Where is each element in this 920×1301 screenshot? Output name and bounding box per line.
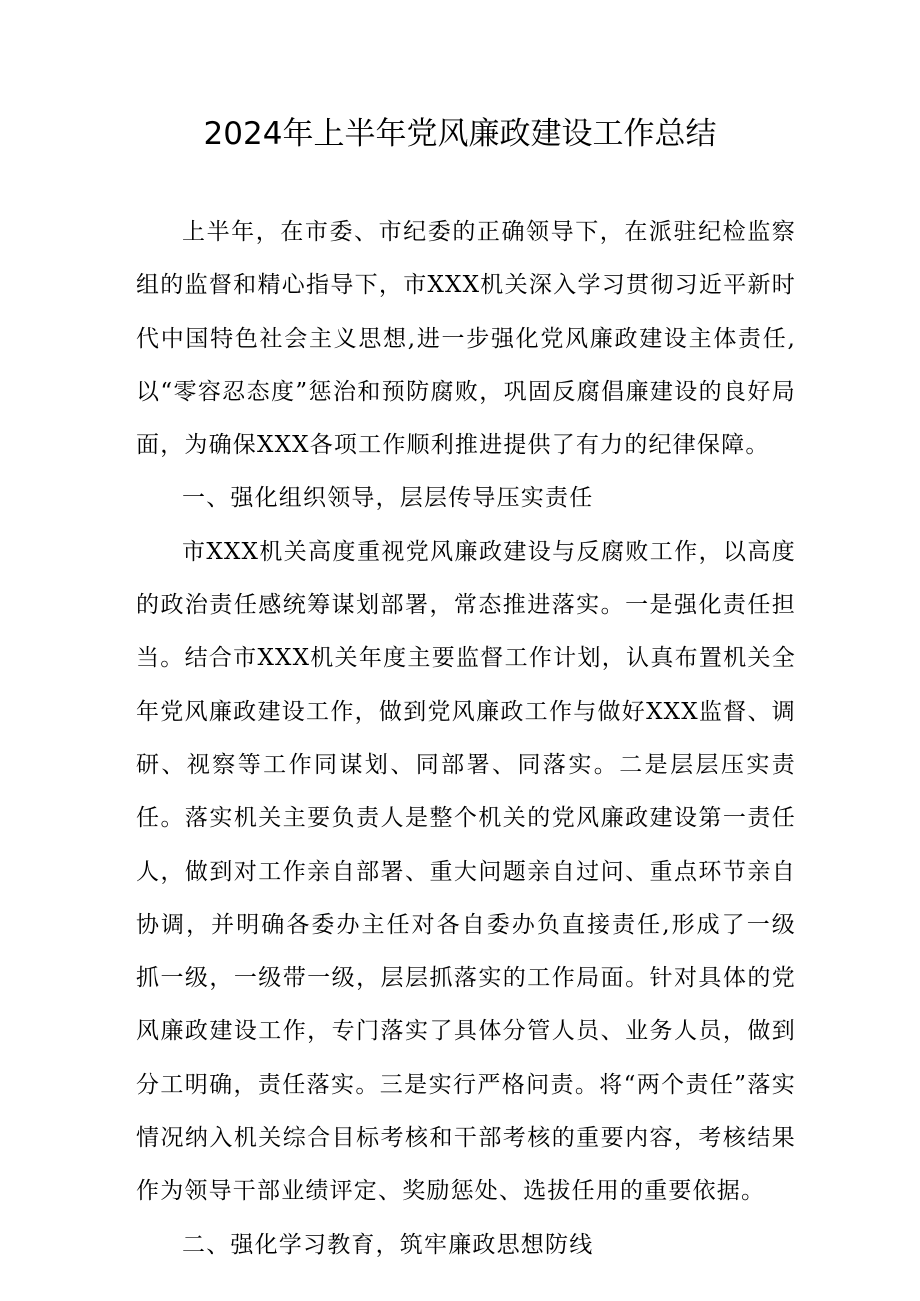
section-heading-2: 二、强化学习教育，筑牢廉政思想防线 [182, 1231, 594, 1258]
document-body [136, 206, 796, 1272]
section-heading-1: 一、强化组织领导，层层传导压实责任 [182, 485, 594, 512]
document-title: 2024年上半年党风廉政建设工作总结 [203, 116, 717, 152]
paragraph-intro: 上半年，在市委、市纪委的正确领导下，在派驻纪检监察组的监督和精心指导下，市XXX机关深入学习贯彻习近平新时代中国特色社会主义思想,进一步强化党风廉政建设主体责任,以“零容忍态度”惩治和预防腐败，巩固反腐倡廉建设的良好局面，为确保XXX各项工作顺利推进提供了有力的纪律保障。 [136, 219, 796, 459]
paragraph-section-1: 市XXX机关高度重视党风廉政建设与反腐败工作，以高度的政治责任感统筹谋划部署，常态推进落实。一是强化责任担当。结合市XXX机关年度主要监督工作计划，认真布置机关全年党风廉政建设工作，做到党风廉政工作与做好XXX监督、调研、视察等工作同谋划、同部署、同落实。二是层层压实责任。落实机关主要负责人是整个机关的党风廉政建设第一责任人，做到对工作亲自部署、重大问题亲自过问、重点环节亲自协调，并明确各委办主任对各自委办负直接责任,形成了一级抓一级，一级带一级，层层抓落实的工作局面。针对具体的党风廉政建设工作，专门落实了具体分管人员、业务人员，做到分工明确，责任落实。三是实行严格问责。将“两个责任”落实情况纳入机关综合目标考核和干部考核的重要内容，考核结果作为领导干部业绩评定、奖励惩处、选拔任用的重要依据。 [136, 538, 796, 1205]
